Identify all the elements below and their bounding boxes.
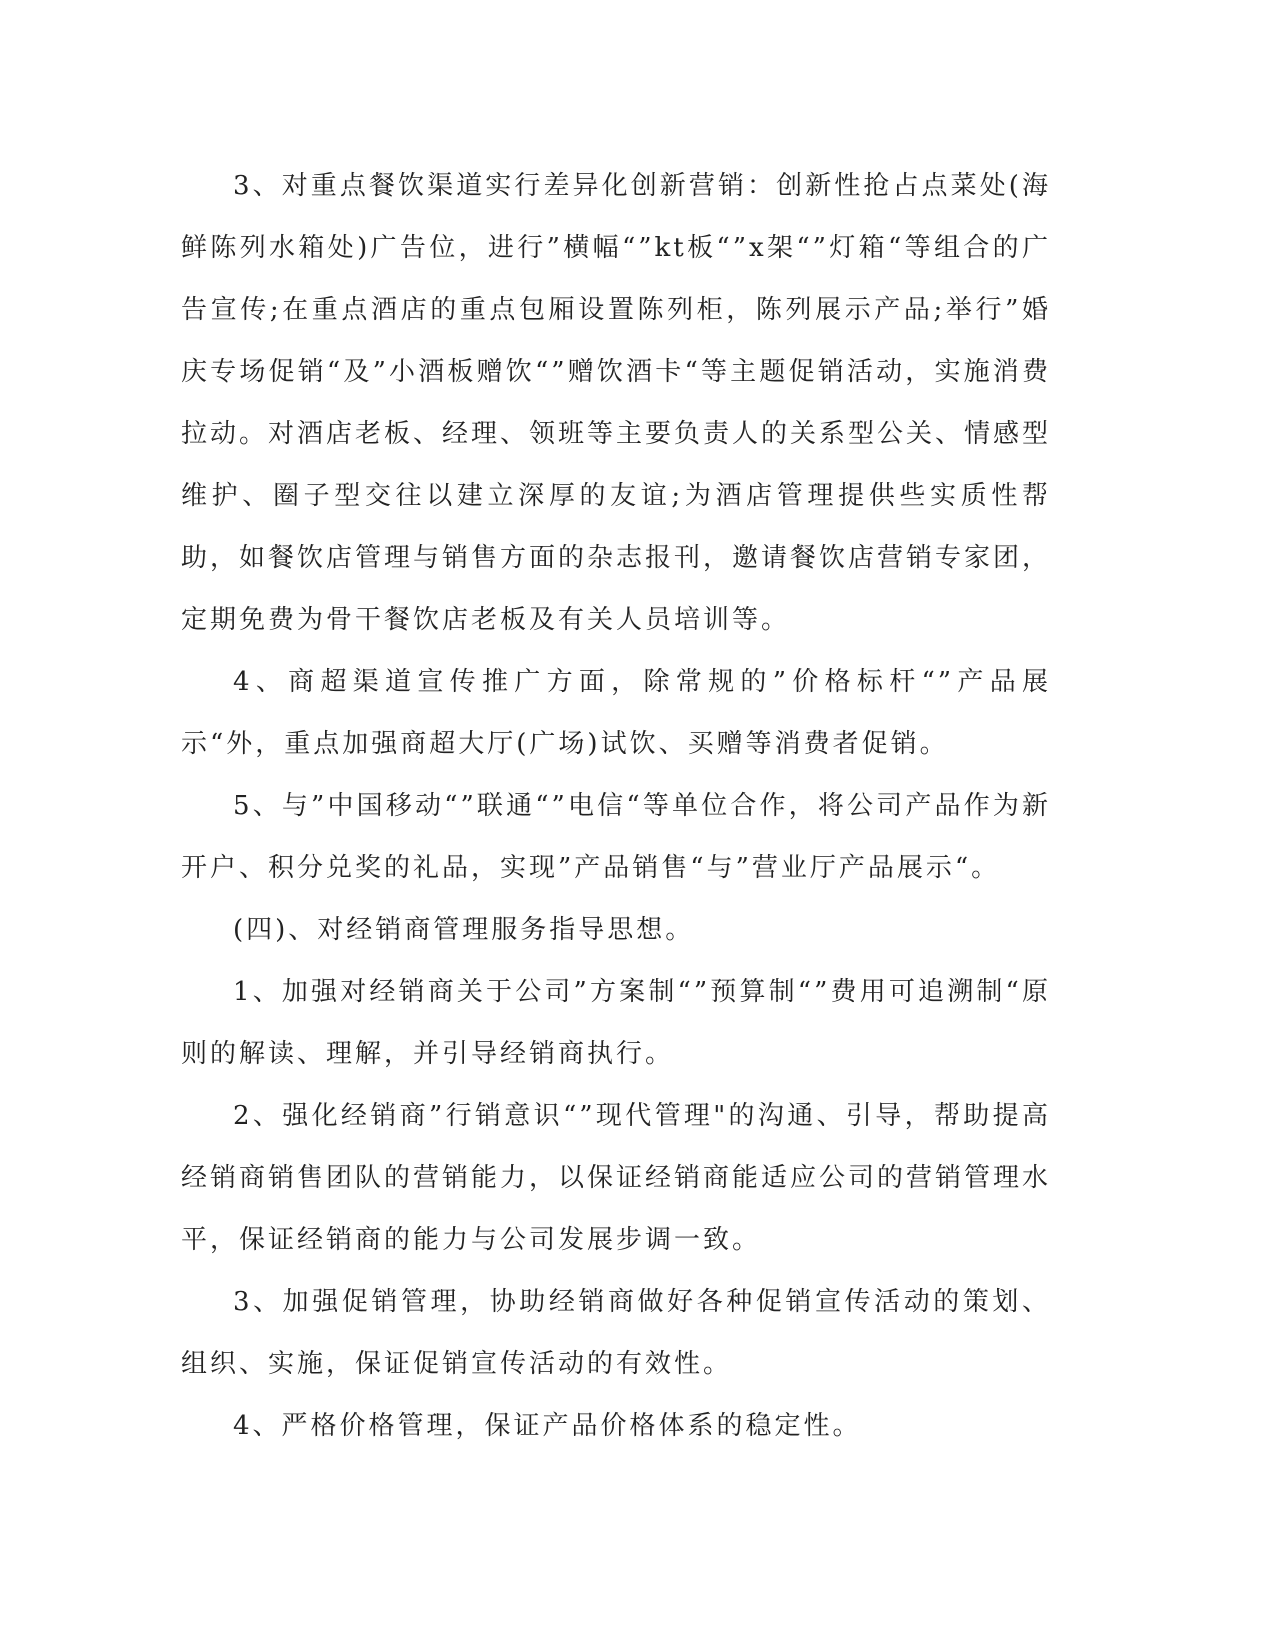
- paragraph-dealer-awareness: 2、强化经销商”行销意识“”现代管理"的沟通、引导，帮助提高经销商销售团队的营销能力，以保证经销商能适应公司的营销管理水平，保证经销商的能力与公司发展步调一致。: [181, 1101, 1052, 1255]
- paragraph-catering-marketing: 3、对重点餐饮渠道实行差异化创新营销：创新性抢占点菜处(海鲜陈列水箱处)广告位，进行”横幅“”kt板“”x架“”灯箱“等组合的广告宣传;在重点酒店的重点包厢设置陈列柜，陈列展示产品;举行”婚庆专场促销“及”小酒板赠饮“”赠饮酒卡“等主题促销活动，实施消费拉动。对酒店老板、经理、领班等主要负责人的关系型公关、情感型维护、圈子型交往以建立深厚的友谊;为酒店管理提供些实质性帮助，如餐饮店管理与销售方面的杂志报刊，邀请餐饮店营销专家团，定期免费为骨干餐饮店老板及有关人员培训等。: [181, 171, 1052, 635]
- paragraph-dealer-principles: 1、加强对经销商关于公司”方案制“”预算制“”费用可追溯制“原则的解读、理解，并引导经销商执行。: [181, 977, 1051, 1069]
- document-body: [181, 155, 1051, 1457]
- paragraph-telecom-cooperation: 5、与”中国移动“”联通“”电信“等单位合作，将公司产品作为新开户、积分兑奖的礼品，实现”产品销售“与”营业厅产品展示“。: [181, 791, 1051, 883]
- paragraph-supermarket-promotion: 4、商超渠道宣传推广方面，除常规的”价格标杆“”产品展示“外，重点加强商超大厅(广场)试饮、买赠等消费者促销。: [181, 667, 1051, 759]
- paragraph-price-management: 4、严格价格管理，保证产品价格体系的稳定性。: [233, 1411, 862, 1441]
- paragraph-promotion-management: 3、加强促销管理，协助经销商做好各种促销宣传活动的策划、组织、实施，保证促销宣传活动的有效性。: [181, 1287, 1051, 1379]
- section-heading-dealer-management: (四)、对经销商管理服务指导思想。: [233, 915, 695, 945]
